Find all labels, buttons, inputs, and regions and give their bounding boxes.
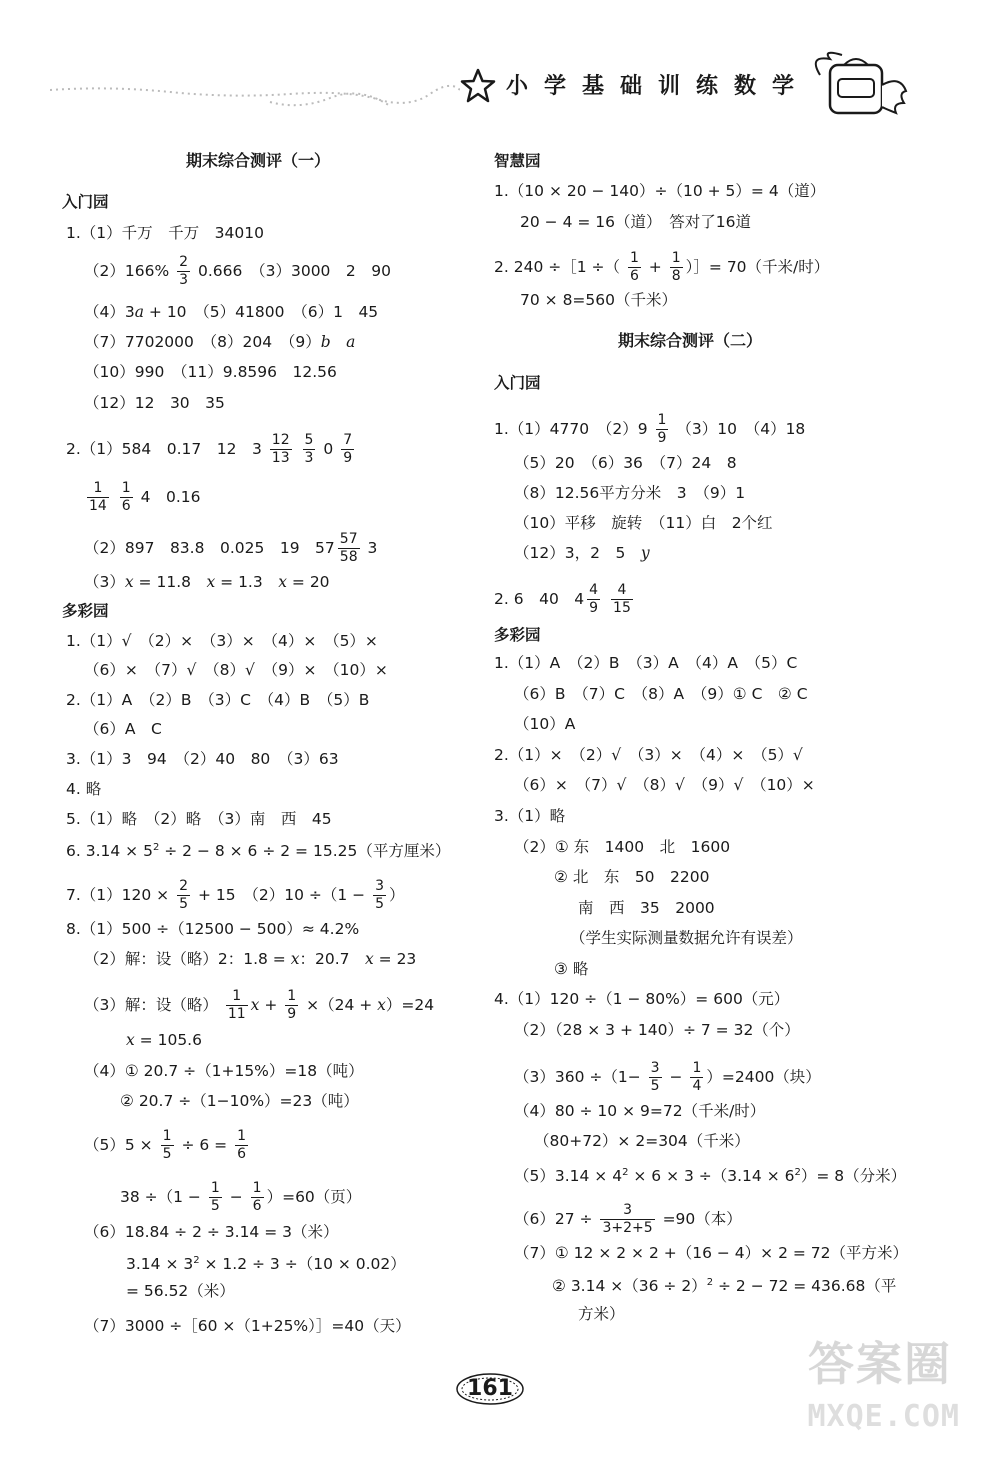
answer-line: （4）① 20.7 ÷（1+15%）=18（吨） bbox=[84, 1062, 364, 1080]
banner-char: 训 bbox=[657, 74, 680, 99]
section-heading: 入门园 bbox=[62, 193, 109, 211]
answer-line: $3.14 \times 3^2 \times 1.2 \div 3 \div(10 \times 0.02)$ bbox=[126, 1255, 406, 1274]
answer-line: 3.（1）3 94 （2）40 80 （3）63 bbox=[66, 750, 339, 768]
answer-line: x = 105.6 bbox=[126, 1031, 202, 1049]
answer-line: 4. 略 bbox=[66, 780, 102, 798]
fraction: $\frac{1}{8}$ bbox=[671, 250, 681, 284]
winged-schoolbag-icon bbox=[800, 45, 910, 130]
fraction: $\frac{1}{11}$ bbox=[227, 988, 246, 1022]
answer-line: （10）990 （11）9.8596 12.56 bbox=[84, 363, 337, 381]
banner-char: 学 bbox=[771, 74, 794, 99]
answer-line: （2）897 83.8 0.025 19 57 $\frac{57}{58}$ 3 bbox=[84, 531, 378, 565]
answer-line: 2. 6 40 4 $\frac{4}{9}$ $\frac{4}{15}$ bbox=[494, 582, 631, 616]
answer-line: 38 ÷（1 − $\frac{1}{5}$ − $\frac{1}{6}$ ）=60（页） bbox=[120, 1180, 362, 1214]
section-heading: 多彩园 bbox=[494, 626, 541, 644]
fraction: $\frac{1}{5}$ bbox=[162, 1128, 172, 1162]
fraction: $\frac{1}{4}$ bbox=[692, 1060, 702, 1094]
answer-line: 南 西 35 2000 bbox=[578, 899, 715, 917]
answer-line: 6. $3.14 \times 5^2 \div 2 - 8 \times 6 \div 2 = 15.25$（平方厘米） bbox=[66, 842, 451, 861]
banner-char: 练 bbox=[695, 74, 718, 99]
series-title-banner bbox=[500, 70, 830, 106]
answer-line: 4.（1）120 ÷（1 − 80%）= 600（元） bbox=[494, 990, 790, 1008]
answer-line: 1.（1）千万 千万 34010 bbox=[66, 224, 264, 242]
answer-line: （7）3000 ÷［60 ×（1+25%）］=40（天） bbox=[84, 1317, 411, 1335]
answer-line: （3）x = 11.8 x = 1.3 x = 20 bbox=[84, 573, 330, 591]
answer-line: （10）平移 旋转 （11）白 2个红 bbox=[514, 514, 773, 532]
answer-line: 2.（1）A （2）B （3）C （4）B （5）B bbox=[66, 691, 370, 709]
answer-line: （4）80 ÷ 10 × 9=72（千米/时） bbox=[514, 1102, 766, 1120]
fraction: $\frac{1}{9}$ bbox=[657, 412, 667, 446]
answer-line: （学生实际测量数据允许有误差） bbox=[570, 929, 803, 947]
answer-line: ② 20.7 ÷（1−10%）=23（吨） bbox=[120, 1092, 359, 1110]
answer-line: （2）（28 × 3 + 140）÷ 7 = 32（个） bbox=[514, 1021, 800, 1039]
fraction: $\frac{4}{9}$ bbox=[589, 582, 599, 616]
answer-line: ③ 略 bbox=[554, 960, 589, 978]
star-icon bbox=[460, 68, 496, 104]
watermark bbox=[792, 1337, 982, 1446]
section-heading: 入门园 bbox=[494, 374, 541, 392]
answer-line: （6）A C bbox=[84, 720, 162, 738]
answer-line: （3）解：设（略） $\frac{1}{11}$ x + $\frac{1}{9}$ ×（24 + x）=24 bbox=[84, 988, 435, 1022]
section-heading: 多彩园 bbox=[62, 602, 109, 620]
answer-line: 2.（1）584 0.17 12 3 $\frac{12}{13}$ $\frac{5}{3}$ 0 $\frac{7}{9}$ bbox=[66, 432, 353, 466]
answer-line: （2）166% $\frac{2}{3}$ 0.666 （3）3000 2 90 bbox=[84, 254, 392, 288]
fraction: $\frac{5}{3}$ bbox=[304, 432, 314, 466]
banner-char: 数 bbox=[733, 74, 756, 99]
fraction: $\frac{1}{6}$ bbox=[237, 1128, 246, 1162]
answer-line: （3）360 ÷（1− $\frac{3}{5}$ − $\frac{1}{4}$ ）=2400（块） bbox=[514, 1060, 821, 1094]
banner-char: 学 bbox=[543, 74, 566, 99]
fraction: $\frac{3}{5}$ bbox=[650, 1060, 660, 1094]
watermark-url: MXQE.COM bbox=[807, 1399, 960, 1434]
answer-line: 1.（1）4770 （2）9 $\frac{1}{9}$ （3）10 （4）18 bbox=[494, 412, 806, 446]
answer-line: （12）3，2 5 y bbox=[514, 544, 650, 562]
page-number: 161 bbox=[467, 1376, 513, 1401]
dotted-decoration bbox=[50, 82, 460, 112]
answer-line: （5）20 （6）36 （7）24 8 bbox=[514, 454, 737, 472]
section-title: 期末综合测评（二） bbox=[618, 331, 763, 350]
answer-line: 2. 240 ÷［1 ÷（ $\frac{1}{6}$ + $\frac{1}{8}$ ）］= 70（千米/时） bbox=[494, 250, 830, 284]
answer-line: （2）① 东 1400 北 1600 bbox=[514, 838, 731, 856]
fraction: $\frac{1}{6}$ bbox=[121, 480, 131, 514]
fraction: $\frac{7}{9}$ bbox=[343, 432, 353, 466]
banner-char: 础 bbox=[619, 74, 642, 99]
fraction: $\frac{3}{5}$ bbox=[375, 878, 384, 912]
answer-line: （8）12.56平方分米 3 （9）1 bbox=[514, 484, 746, 502]
answer-line: 70 × 8=560（千米） bbox=[520, 291, 677, 309]
answer-line: ② $3.14 \times(36 \div 2)^2 \div 2 - 72 = 436.68$（平 bbox=[552, 1277, 897, 1296]
answer-line: （4）3a + 10 （5）41800 （6）1 45 bbox=[84, 303, 379, 321]
fraction: $\frac{2}{5}$ bbox=[179, 878, 189, 912]
answer-line: （10）A bbox=[514, 715, 576, 733]
answer-line: （7）7702000 （8）204 （9）b a bbox=[84, 333, 356, 351]
banner-char: 小 bbox=[505, 74, 528, 99]
fraction: $\frac{1}{9}$ bbox=[287, 988, 297, 1022]
answer-line: 3.（1）略 bbox=[494, 807, 566, 825]
section-heading: 智慧园 bbox=[494, 152, 541, 170]
answer-line: 1.（1）A （2）B （3）A （4）A （5）C bbox=[494, 654, 798, 672]
answer-line: （6）B （7）C （8）A （9）① C ② C bbox=[514, 685, 808, 703]
answer-line: $\frac{1}{14}$ $\frac{1}{6}$ 4 0.16 bbox=[89, 480, 201, 514]
answer-line: 方米） bbox=[578, 1305, 625, 1323]
answer-line: （6）27 ÷ $\frac{3}{3+2+5}$ =90（本） bbox=[514, 1202, 742, 1236]
answer-line: （6）18.84 ÷ 2 ÷ 3.14 = 3（米） bbox=[84, 1223, 339, 1241]
answer-line: 2.（1）× （2）√ （3）× （4）× （5）√ bbox=[494, 746, 803, 764]
fraction: $\frac{4}{15}$ bbox=[613, 582, 631, 616]
fraction: $\frac{1}{14}$ bbox=[89, 480, 107, 514]
banner-char: 基 bbox=[581, 74, 604, 99]
fraction: $\frac{12}{13}$ bbox=[271, 432, 290, 466]
answer-line: （5）5 × $\frac{1}{5}$ ÷ 6 = $\frac{1}{6}$ bbox=[84, 1128, 246, 1162]
answer-line: 20 − 4 = 16（道） 答对了16道 bbox=[520, 213, 751, 231]
answer-line: （6）× （7）√ （8）√ （9）√ （10）× bbox=[514, 776, 815, 794]
fraction: $\frac{1}{6}$ bbox=[629, 250, 639, 284]
section-title: 期末综合测评（一） bbox=[186, 151, 331, 170]
fraction: $\frac{1}{6}$ bbox=[252, 1180, 262, 1214]
fraction: $\frac{57}{58}$ bbox=[339, 531, 358, 565]
answer-line: = 56.52（米） bbox=[126, 1282, 235, 1300]
answer-line: 1.（10 × 20 − 140）÷（10 + 5）= 4（道） bbox=[494, 182, 826, 200]
answer-line: （80+72）× 2=304（千米） bbox=[534, 1132, 750, 1150]
answer-line: 8.（1）500 ÷（12500 − 500）≈ 4.2% bbox=[66, 920, 360, 938]
fraction: $\frac{3}{3+2+5}$ bbox=[602, 1202, 653, 1236]
answer-line: 7.（1）120 × $\frac{2}{5}$ + 15 （2）10 ÷（1 − $\frac{3}{5}$ ） bbox=[66, 878, 405, 912]
answer-line: 1.（1）√ （2）× （3）× （4）× （5）× bbox=[66, 632, 378, 650]
answer-line: 5.（1）略 （2）略 （3）南 西 45 bbox=[66, 810, 332, 828]
answer-line: （2）解：设（略）2：1.8 = x：20.7 x = 23 bbox=[84, 950, 417, 968]
answer-line: ② 北 东 50 2200 bbox=[554, 868, 710, 886]
answer-line: $(5)3.14 \times 4^2 \times 6 \times 3 \div(3.14 \times 6^2)= 8$（分米） bbox=[514, 1167, 907, 1186]
answer-line: （6）× （7）√ （8）√ （9）× （10）× bbox=[84, 661, 388, 679]
answer-line: （12）12 30 35 bbox=[84, 394, 225, 412]
fraction: $\frac{1}{5}$ bbox=[210, 1180, 220, 1214]
page-header bbox=[0, 0, 1000, 150]
answer-line: （7）① 12 × 2 × 2 +（16 − 4）× 2 = 72（平方米） bbox=[514, 1244, 908, 1262]
watermark-text: 答案圈 bbox=[808, 1337, 952, 1391]
fraction: $\frac{2}{3}$ bbox=[179, 254, 189, 288]
